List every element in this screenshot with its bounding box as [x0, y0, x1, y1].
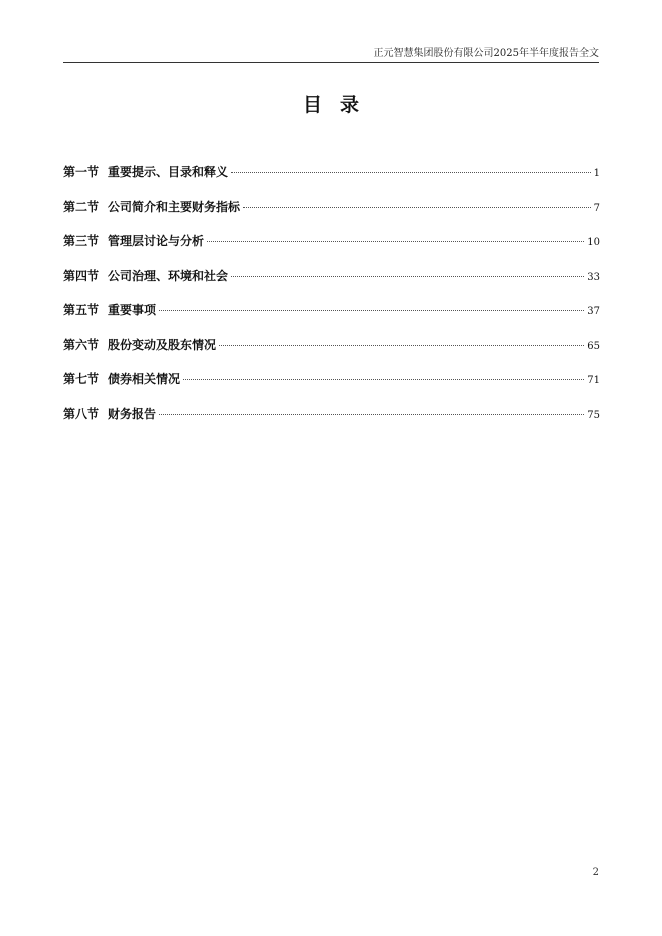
toc-leader-dots	[207, 241, 584, 242]
toc-section-number: 第七节	[63, 372, 100, 386]
toc-section-title: 重要提示、目录和释义	[108, 165, 229, 179]
toc-page-number: 37	[587, 306, 600, 317]
toc-section-title: 财务报告	[108, 406, 157, 421]
header-rule	[63, 62, 599, 63]
toc-entry[interactable]	[63, 231, 600, 266]
toc-leader-dots	[219, 345, 584, 346]
toc-section-title: 管理层讨论与分析	[108, 234, 205, 248]
toc-title: 目录	[302, 94, 377, 116]
toc-section-title: 股份变动及股东情况	[108, 337, 217, 352]
toc-entry[interactable]	[63, 300, 600, 335]
toc-page-number: 10	[587, 237, 600, 248]
toc-section-number: 第六节	[63, 337, 100, 352]
table-of-contents	[63, 162, 600, 438]
toc-leader-dots	[159, 414, 584, 415]
toc-section-number: 第三节	[63, 234, 100, 248]
toc-entry[interactable]	[63, 369, 600, 404]
toc-page-number: 75	[587, 409, 600, 421]
toc-section-number: 第一节	[63, 165, 100, 179]
toc-page-number: 71	[587, 375, 600, 386]
toc-leader-dots	[231, 172, 591, 173]
toc-leader-dots	[159, 310, 584, 311]
toc-entry[interactable]	[63, 197, 600, 232]
toc-section-title: 公司治理、环境和社会	[108, 268, 229, 283]
toc-page-number: 1	[593, 168, 600, 179]
toc-section-number: 第五节	[63, 303, 100, 317]
toc-section-number: 第二节	[63, 199, 100, 214]
toc-section-title: 公司简介和主要财务指标	[108, 199, 241, 214]
toc-page-number: 7	[593, 202, 600, 214]
toc-page-number: 65	[587, 340, 600, 352]
toc-entry[interactable]	[63, 266, 600, 301]
toc-entry[interactable]	[63, 162, 600, 197]
toc-entry[interactable]	[63, 404, 600, 439]
toc-page-number: 33	[587, 271, 600, 283]
toc-section-title: 债券相关情况	[108, 372, 181, 386]
toc-section-number: 第四节	[63, 268, 100, 283]
page-number: 2	[592, 867, 599, 878]
toc-leader-dots	[231, 276, 584, 277]
toc-leader-dots	[243, 207, 591, 208]
toc-section-number: 第八节	[63, 406, 100, 421]
toc-section-title: 重要事项	[108, 303, 157, 317]
running-header: 正元智慧集团股份有限公司2025年半年度报告全文	[373, 48, 599, 59]
toc-entry[interactable]	[63, 335, 600, 370]
toc-leader-dots	[183, 379, 584, 380]
